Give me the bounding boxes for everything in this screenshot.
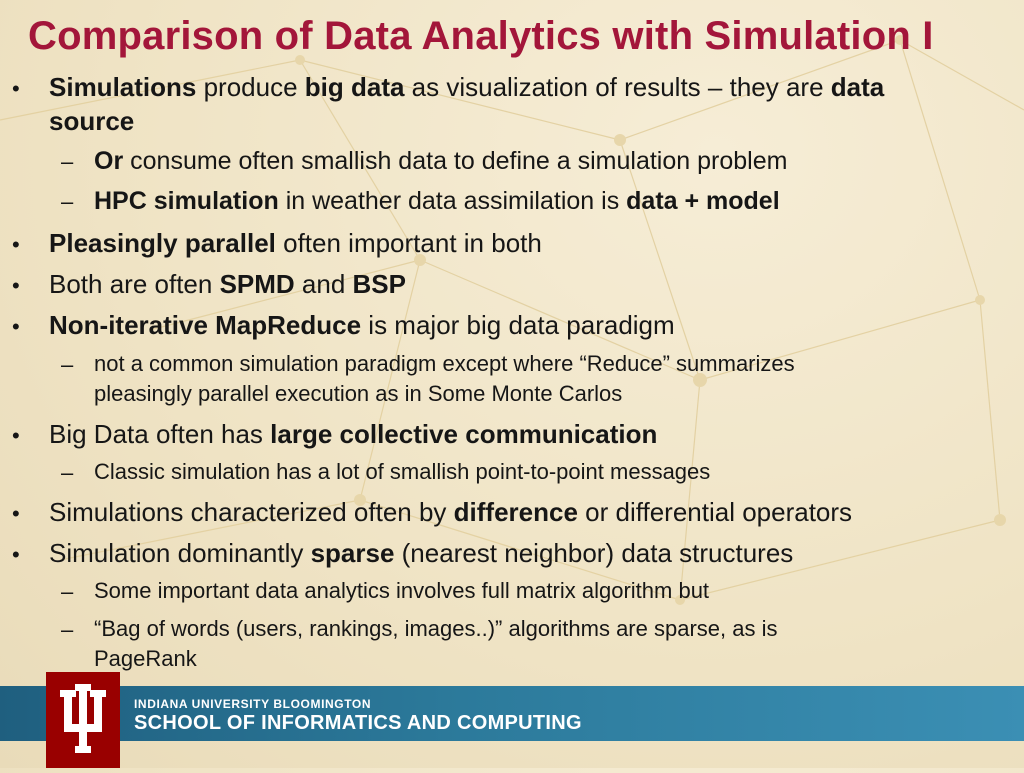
bullet-simulations-cont: source [49, 106, 135, 136]
bullet-mapreduce: Non-iterative MapReduce is major big data paradigm [49, 310, 675, 340]
sub-bullet-not-common-line2: pleasingly parallel execution as in Some Monte Carlos [94, 381, 623, 406]
bullet-marker: • [12, 76, 20, 101]
bullet-simulations: Simulations produce big data as visualization of results – they are data [49, 72, 885, 102]
slide-title: Comparison of Data Analytics with Simulation I [28, 14, 934, 58]
bullet-marker: • [12, 314, 20, 339]
bullet-sparse: Simulation dominantly sparse (nearest neighbor) data structures [49, 538, 794, 568]
bullet-marker: • [12, 501, 20, 526]
bullet-marker: • [12, 542, 20, 567]
bullet-big-data-collective: Big Data often has large collective communication [49, 419, 658, 449]
sub-bullet-marker: – [61, 460, 74, 485]
bold-text: Simulations [49, 72, 197, 102]
sub-bullet-marker: – [61, 189, 74, 214]
sub-bullet-marker: – [61, 617, 74, 642]
sub-bullet-hpc-simulation: HPC simulation in weather data assimilation is data + model [94, 187, 780, 215]
iu-trident-logo-icon [46, 672, 120, 768]
sub-bullet-not-common-line1: not a common simulation paradigm except where “Reduce” summarizes [94, 351, 795, 376]
sub-bullet-bag-of-words-line2: PageRank [94, 646, 197, 671]
sub-bullet-marker: – [61, 579, 74, 604]
sub-bullet-marker: – [61, 149, 74, 174]
sub-bullet-bag-of-words-line1: “Bag of words (users, rankings, images..)” algorithms are sparse, as is [94, 616, 778, 641]
bullet-pleasingly-parallel: Pleasingly parallel often important in both [49, 228, 542, 258]
sub-bullet-classic-simulation: Classic simulation has a lot of smallish point-to-point messages [94, 459, 711, 484]
footer-school-name: SCHOOL OF INFORMATICS AND COMPUTING [134, 712, 582, 734]
bullet-difference-operators: Simulations characterized often by difference or differential operators [49, 497, 853, 527]
footer-university-name: INDIANA UNIVERSITY BLOOMINGTON [134, 697, 372, 711]
bullet-marker: • [12, 273, 20, 298]
sub-bullet-marker: – [61, 352, 74, 377]
sub-bullet-or-consume: Or consume often smallish data to define a simulation problem [94, 147, 788, 175]
bullet-marker: • [12, 232, 20, 257]
bullet-marker: • [12, 423, 20, 448]
bullet-spmd-bsp: Both are often SPMD and BSP [49, 269, 406, 299]
sub-bullet-full-matrix: Some important data analytics involves full matrix algorithm but [94, 578, 710, 603]
